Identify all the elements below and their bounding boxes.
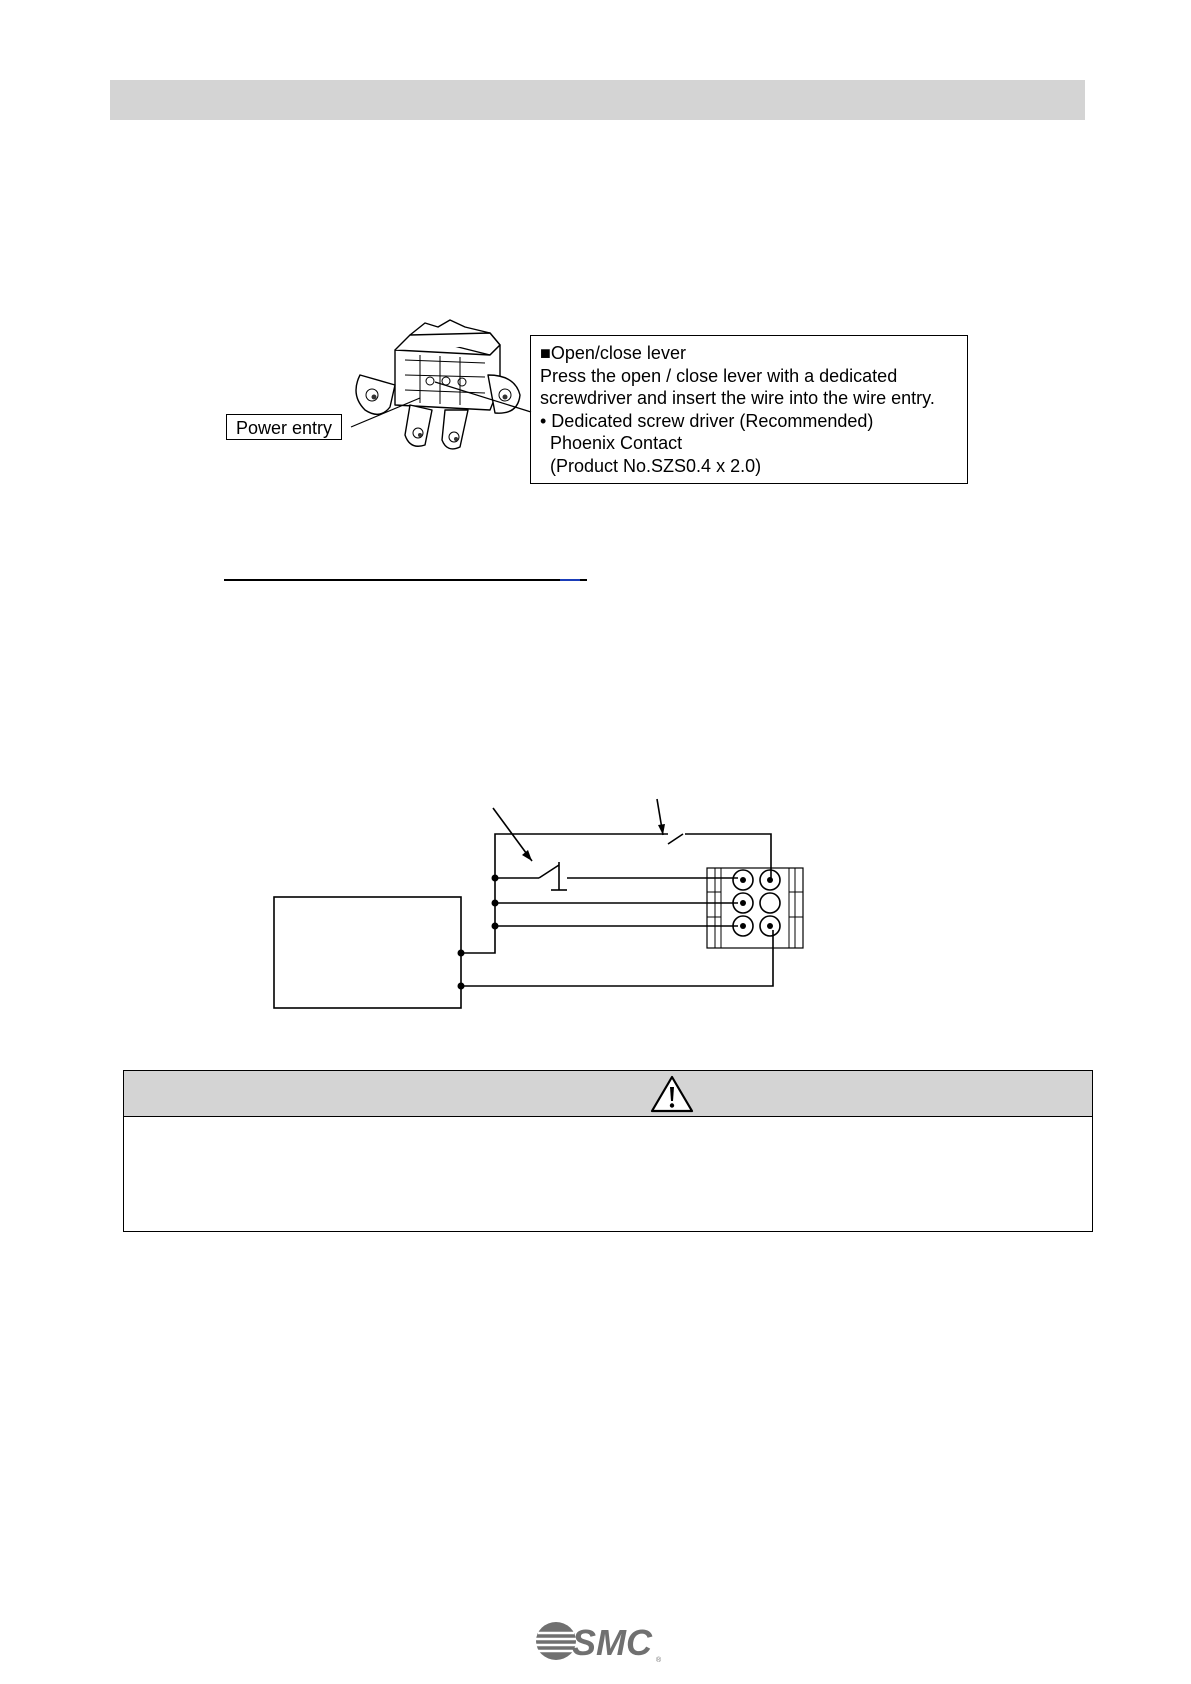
callout-line: screwdriver and insert the wire into the wire entry. [540, 388, 935, 408]
link-underline[interactable] [560, 579, 580, 581]
wiring-diagram [260, 790, 820, 1015]
open-close-lever-callout [530, 335, 968, 484]
callout-line-title: ■Open/close lever [540, 343, 686, 363]
callout-line: Press the open / close lever with a dedicated [540, 365, 898, 386]
registered-mark: ® [656, 1657, 662, 1664]
section-header-bar [110, 80, 1085, 120]
callout-line: (Product No.SZS0.4 x 2.0) [550, 455, 762, 476]
power-entry-label: Power entry [226, 414, 342, 440]
warning-triangle-icon [649, 1074, 695, 1114]
connector-illustration [350, 315, 530, 455]
callout-line: Phoenix Contact [550, 433, 683, 453]
callout-line: • Dedicated screw driver (Recommended) [540, 410, 874, 431]
power-supply-box [274, 897, 461, 1008]
smc-logo [534, 1618, 664, 1664]
caution-header [124, 1071, 1092, 1117]
heading-underline [224, 579, 587, 581]
smc-logo-text: SMC [572, 1622, 652, 1663]
caution-box [123, 1070, 1093, 1232]
